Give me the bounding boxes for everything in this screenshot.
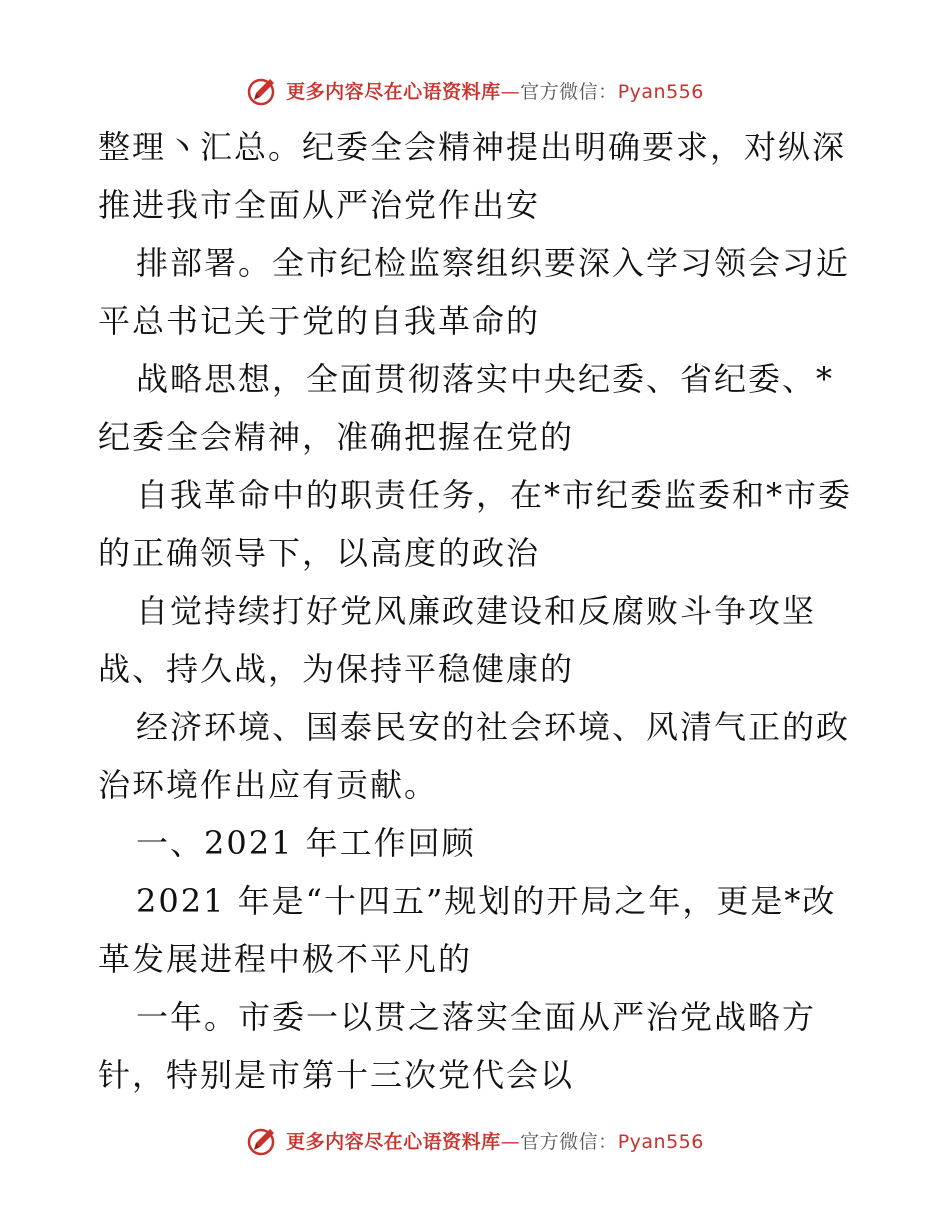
watermark-text	[286, 1127, 704, 1154]
text-line: 战、持久战，为保持平稳健康的	[98, 650, 575, 688]
text-line: 排部署。全市纪检监察组织要深入学习领会习近	[136, 244, 851, 282]
watermark-wechat-id: Pyan556	[617, 1130, 704, 1153]
pen-nib-logo-icon	[246, 73, 280, 107]
watermark-label: 官方微信：	[520, 80, 618, 103]
text-line: 整理丶汇总。纪委全会精神提出明确要求，对纵深	[98, 128, 847, 166]
text-line: 经济环境、国泰民安的社会环境、风清气正的政	[136, 708, 851, 746]
text-line: 纪委全会精神，准确把握在党的	[98, 418, 575, 456]
watermark-text	[286, 77, 704, 104]
text-line: 自我革命中的职责任务，在*市纪委监委和*市委	[136, 476, 853, 514]
watermark-label: 官方微信：	[520, 1130, 618, 1153]
text-line: 革发展进程中极不平凡的	[98, 940, 473, 978]
text-line: 针，特别是市第十三次党代会以	[98, 1056, 575, 1094]
watermark-brand: 更多内容尽在心语资料库	[286, 80, 501, 103]
watermark-dash: —	[500, 80, 521, 103]
watermark-brand: 更多内容尽在心语资料库	[286, 1130, 501, 1153]
section-heading: 一、2021 年工作回顾	[136, 824, 476, 862]
text-line: 平总书记关于党的自我革命的	[98, 302, 541, 340]
text-line: 自觉持续打好党风廉政建设和反腐败斗争攻坚	[136, 592, 817, 630]
text-line: 的正确领导下，以高度的政治	[98, 534, 541, 572]
watermark-wechat-id: Pyan556	[617, 80, 704, 103]
text-line: 战略思想，全面贯彻落实中央纪委、省纪委、*	[136, 360, 835, 398]
watermark-dash: —	[500, 1130, 521, 1153]
text-line: 一年。市委一以贯之落实全面从严治党战略方	[136, 998, 817, 1036]
pen-nib-logo-icon	[246, 1123, 280, 1157]
text-line: 推进我市全面从严治党作出安	[98, 186, 541, 224]
footer-watermark	[0, 1120, 950, 1160]
document-body	[98, 118, 898, 1104]
header-watermark	[0, 70, 950, 110]
text-line: 2021 年是“十四五”规划的开局之年，更是*改	[136, 882, 837, 920]
text-line: 治环境作出应有贡献。	[98, 766, 439, 804]
